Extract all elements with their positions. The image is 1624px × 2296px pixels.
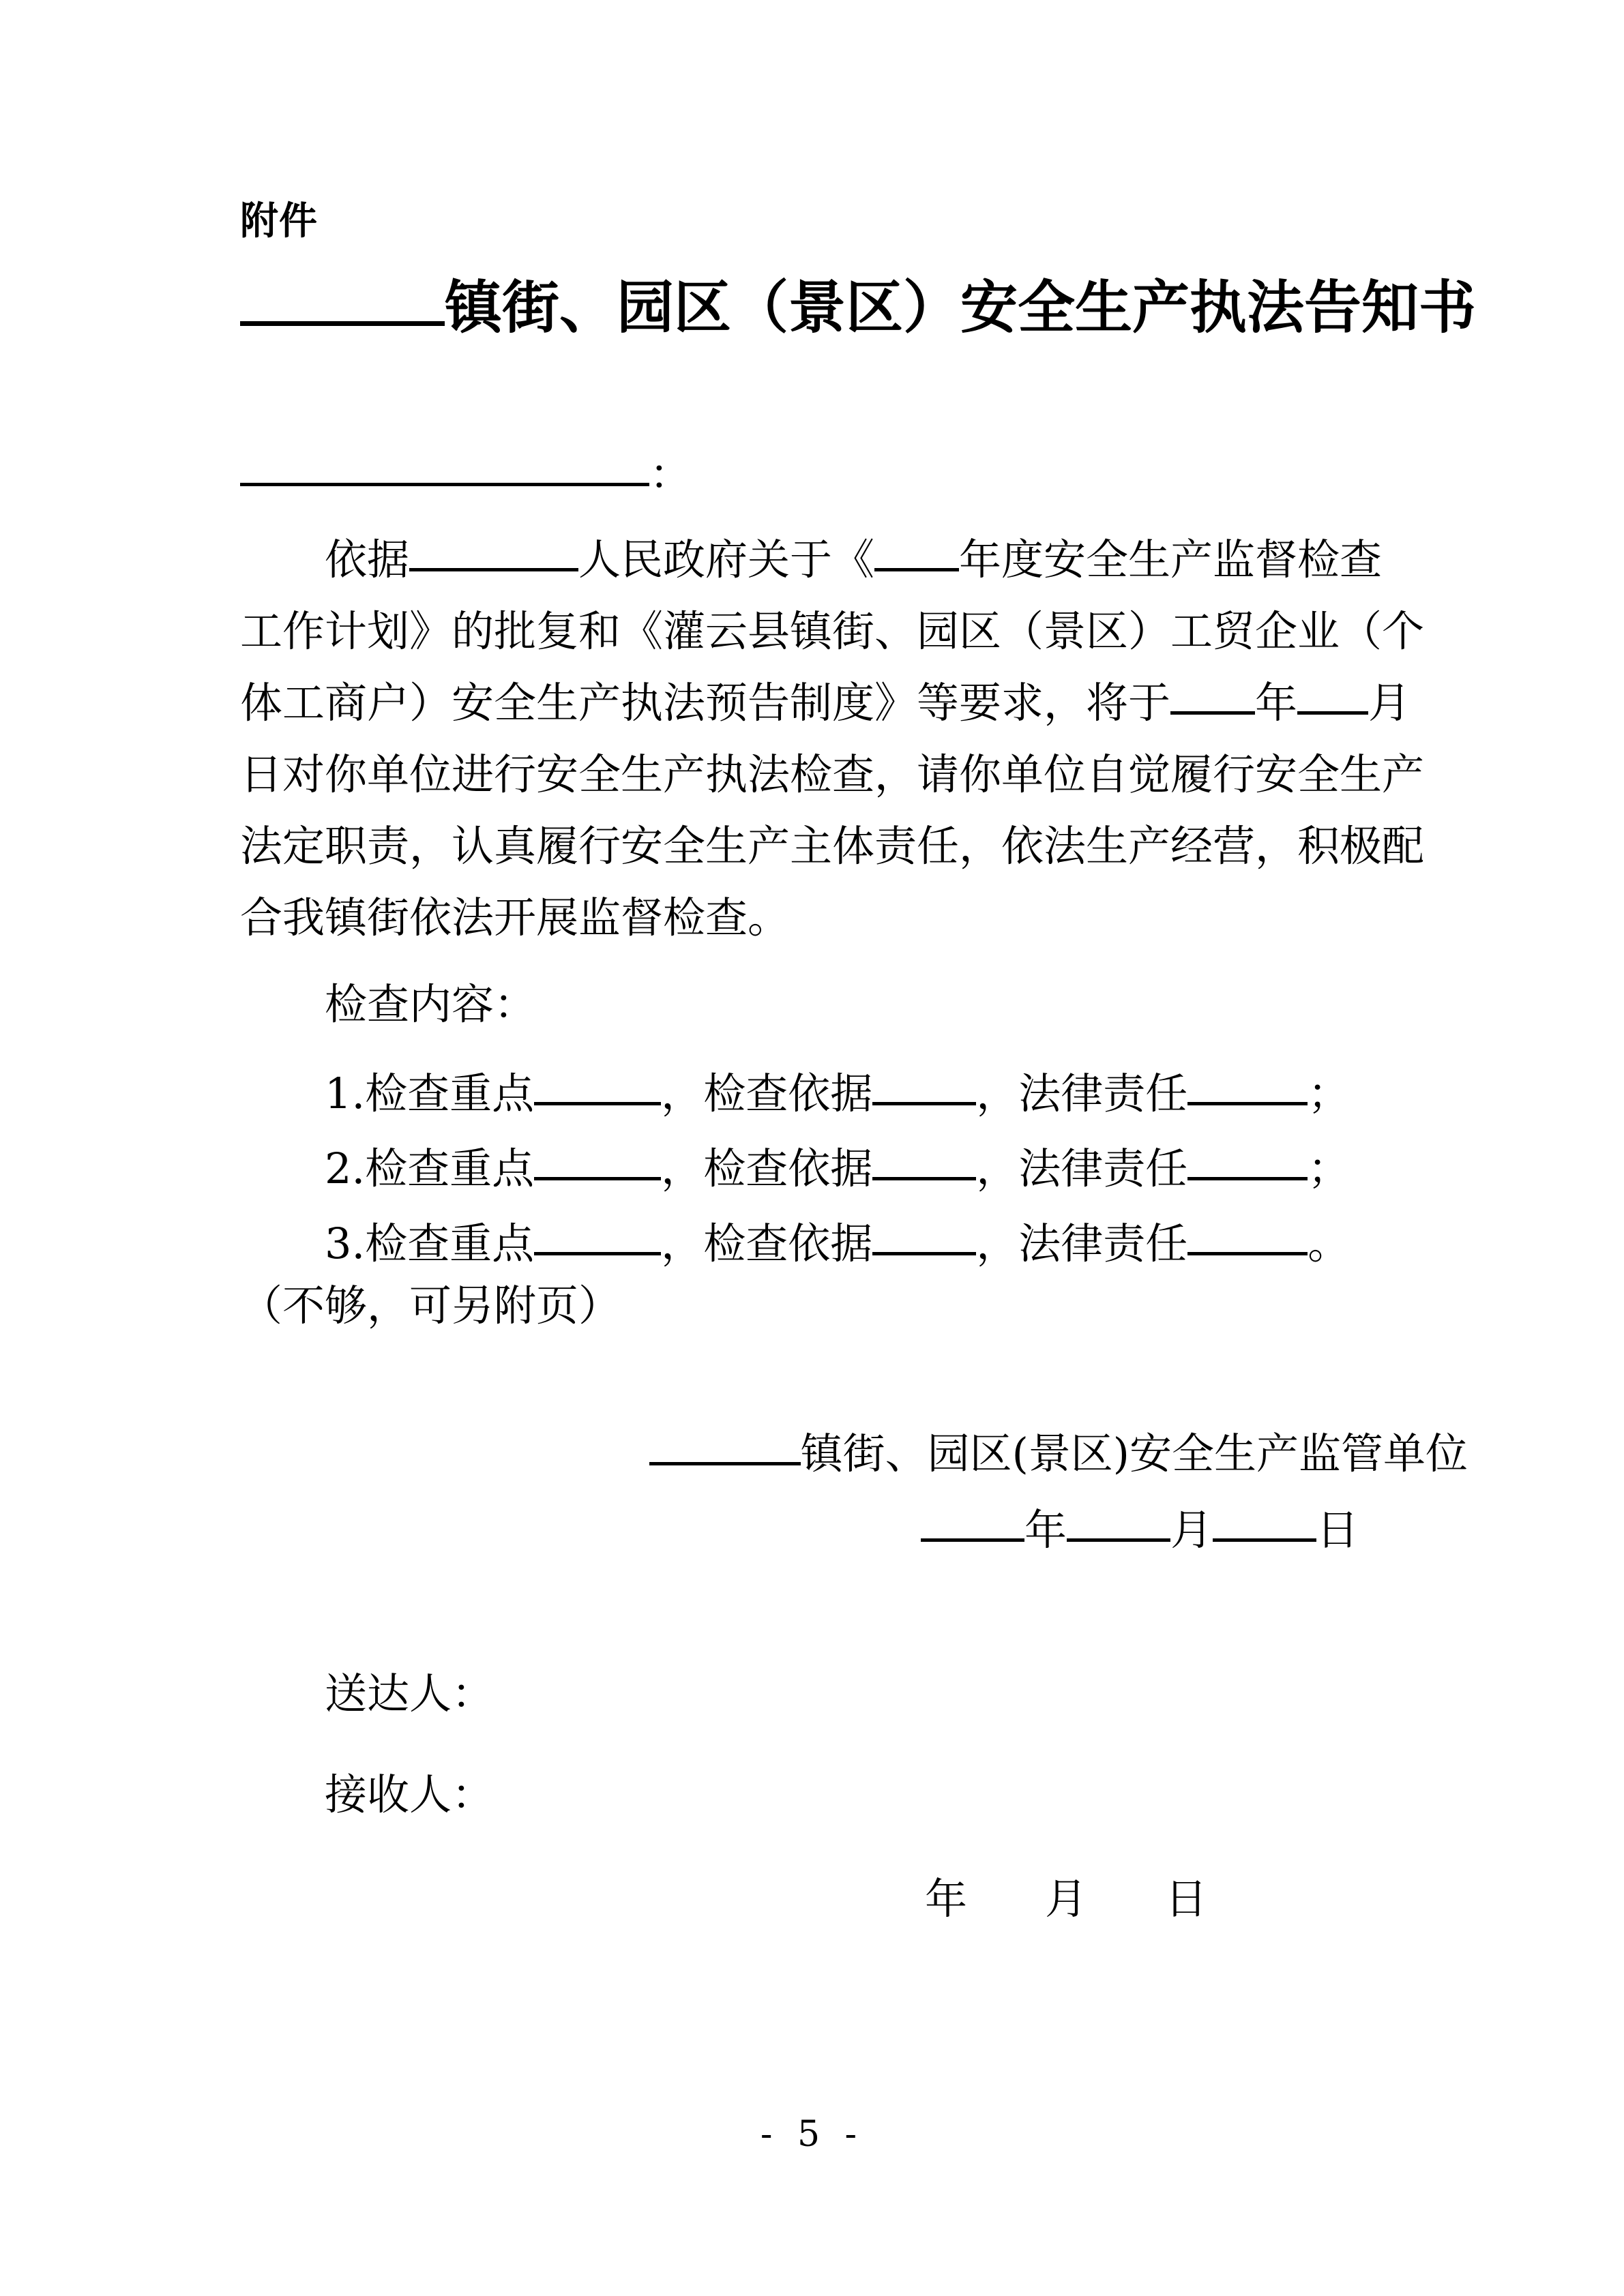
signature-day-blank <box>1213 1503 1316 1542</box>
check-items-list <box>240 1056 1481 1281</box>
body-paragraph <box>240 524 1468 953</box>
signature-block <box>240 1416 1468 1568</box>
body-line-3-part-b: 年 <box>1255 678 1298 728</box>
check-item-2-sep-2: ， <box>976 1144 1019 1193</box>
check-item-1-sep-2: ， <box>976 1069 1019 1118</box>
signature-month-label: 月 <box>1170 1505 1213 1555</box>
check-item-3-focus-label: 检查重点 <box>365 1219 535 1268</box>
receiver-label: 接收人： <box>325 1770 494 1819</box>
check-item-3-sep-2: ， <box>976 1219 1019 1268</box>
check-item-2-liability-label: 法律责任 <box>1018 1144 1188 1193</box>
check-item-2-number: 2. <box>325 1144 366 1193</box>
body-line-1 <box>240 524 1468 595</box>
check-item-1-basis-blank <box>872 1067 976 1105</box>
check-item-1-liability-blank <box>1187 1067 1308 1105</box>
body-line-3-part-c: 月 <box>1368 678 1411 728</box>
title-blank-underline <box>240 276 445 326</box>
body-line-5: 法定职责，认真履行安全生产主体责任，依法生产经营，积极配 <box>240 821 1425 871</box>
check-item-1-number: 1. <box>325 1069 366 1118</box>
check-item-1-focus-blank <box>534 1067 661 1105</box>
signature-date-line <box>240 1492 1468 1568</box>
page-title <box>240 275 1477 340</box>
check-item-1-liability-label: 法律责任 <box>1018 1069 1188 1118</box>
body-line-6: 合我镇街依法开展监督检查。 <box>240 893 791 942</box>
signature-day-label: 日 <box>1316 1505 1359 1555</box>
check-item-3-focus-blank <box>534 1217 661 1255</box>
check-content-heading: 检查内容： <box>325 979 537 1029</box>
signature-year-blank <box>921 1503 1024 1542</box>
check-item-3-sep-1: ， <box>661 1219 704 1268</box>
check-item-3-liability-label: 法律责任 <box>1018 1219 1188 1268</box>
check-item-2 <box>240 1131 1481 1206</box>
check-item-3 <box>240 1206 1481 1281</box>
check-item-1-sep-1: ， <box>661 1069 704 1118</box>
signature-unit-blank <box>649 1427 801 1465</box>
check-item-2-focus-blank <box>534 1142 661 1180</box>
check-item-2-sep-1: ， <box>661 1144 704 1193</box>
check-item-3-number: 3. <box>325 1219 366 1268</box>
delivery-block <box>240 1643 1468 1924</box>
sender-label: 送达人： <box>325 1669 494 1718</box>
check-item-1-terminator: ； <box>1308 1069 1350 1118</box>
government-name-blank <box>409 533 578 571</box>
check-item-2-terminator: ； <box>1308 1144 1350 1193</box>
plan-year-blank <box>874 533 959 571</box>
check-item-3-terminator: 。 <box>1308 1219 1350 1268</box>
check-item-1-focus-label: 检查重点 <box>365 1069 535 1118</box>
body-line-4: 日对你单位进行安全生产执法检查，请你单位自觉履行安全生产 <box>240 749 1425 799</box>
signature-unit-line <box>240 1416 1468 1492</box>
recipient-line <box>240 447 692 500</box>
body-line-2: 工作计划》的批复和《灌云县镇街、园区（景区）工贸企业（个 <box>240 606 1425 656</box>
check-item-3-basis-blank <box>872 1217 976 1255</box>
inspect-month-blank <box>1297 676 1368 715</box>
title-text: 镇街、园区（景区）安全生产执法告知书 <box>445 275 1477 340</box>
attachment-label: 附件 <box>240 199 318 242</box>
inspect-year-blank <box>1170 676 1255 715</box>
check-item-3-basis-label: 检查依据 <box>703 1219 873 1268</box>
recipient-blank-underline <box>240 447 649 486</box>
check-item-3-liability-blank <box>1187 1217 1308 1255</box>
check-item-2-basis-blank <box>872 1142 976 1180</box>
signature-unit-suffix: 镇街、园区(景区)安全生产监管单位 <box>800 1429 1468 1478</box>
check-item-2-basis-label: 检查依据 <box>703 1144 873 1193</box>
signature-month-blank <box>1067 1503 1170 1542</box>
body-line-1-part-a: 依据 <box>325 535 410 584</box>
body-line-1-part-c: 年度安全生产监督检查 <box>959 535 1383 584</box>
body-line-1-part-b: 人民政府关于《 <box>578 535 875 584</box>
body-line-3 <box>240 667 1468 739</box>
signature-year-label: 年 <box>1024 1505 1067 1555</box>
delivery-date-line: 年 月 日 <box>924 1874 1225 1924</box>
check-item-1 <box>240 1056 1481 1131</box>
check-item-2-liability-blank <box>1187 1142 1308 1180</box>
recipient-colon: ： <box>649 449 692 499</box>
check-item-2-focus-label: 检查重点 <box>365 1144 535 1193</box>
body-line-3-part-a: 体工商户）安全生产执法预告制度》等要求，将于 <box>240 678 1171 728</box>
page-number: - 5 - <box>760 2114 864 2155</box>
attach-page-note: （不够，可另附页） <box>240 1281 621 1330</box>
check-item-1-basis-label: 检查依据 <box>703 1069 873 1118</box>
